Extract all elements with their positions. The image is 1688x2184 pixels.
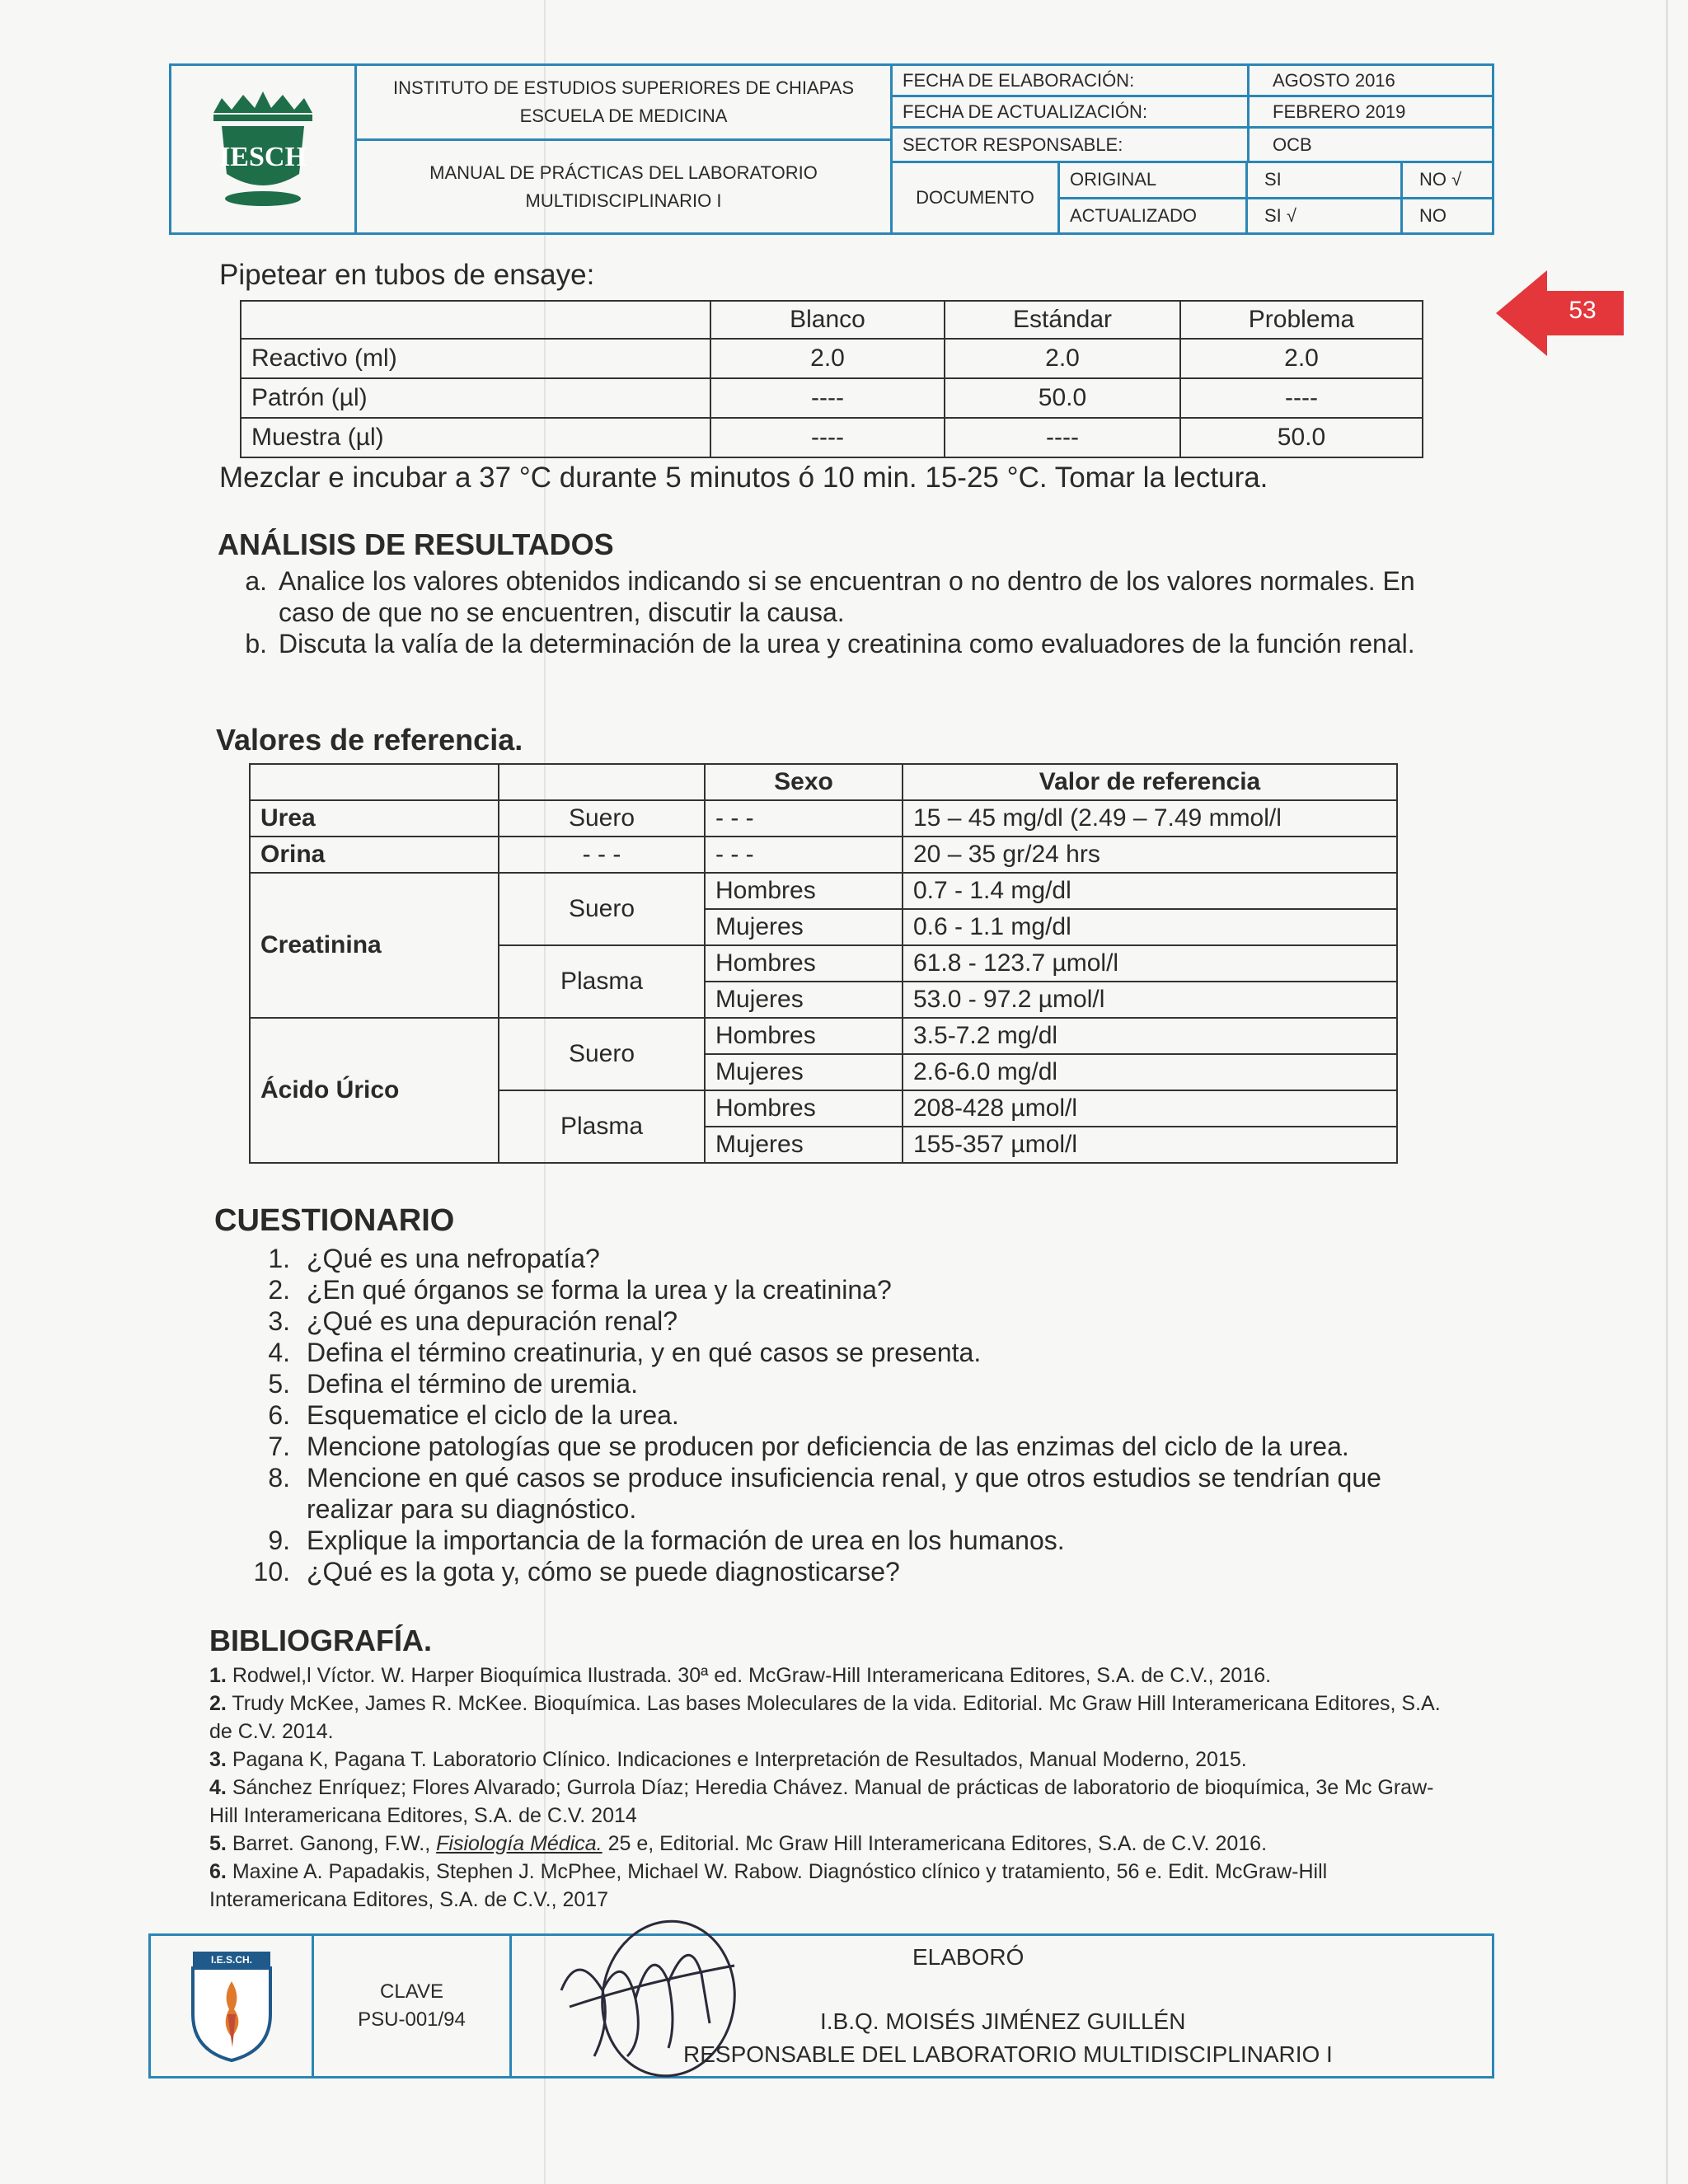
- marker: 3.: [268, 1306, 290, 1336]
- scan-edge-line: [1666, 0, 1668, 2184]
- table-row: [241, 418, 1423, 457]
- sex: - - -: [705, 800, 903, 837]
- item-text: ¿En qué órganos se forma la urea y la creatinina?: [307, 1275, 892, 1305]
- svg-text:I.E.S.CH.: I.E.S.CH.: [210, 1954, 252, 1966]
- cell: 2.0: [945, 339, 1180, 378]
- value: 61.8 - 123.7 µmol/l: [903, 945, 1397, 982]
- reference-item: [209, 1690, 1446, 1746]
- sex: Hombres: [705, 873, 903, 909]
- row-label: Patrón (µl): [241, 378, 710, 418]
- list-item: [226, 1243, 1446, 1274]
- list-item: [226, 1399, 1446, 1431]
- sex: Hombres: [705, 1018, 903, 1054]
- item-text: Analice los valores obtenidos indicando si se encuentran o no dentro de los valores normales. En caso de que no se encuentren, discutir la causa.: [279, 566, 1415, 627]
- responsible-role: RESPONSABLE DEL LABORATORIO MULTIDISCIPLINARIO I: [683, 2041, 1333, 2067]
- analyte: Ácido Úrico: [250, 1018, 499, 1163]
- sample: Suero: [499, 1018, 705, 1090]
- marker: 10.: [253, 1557, 290, 1586]
- ref-text: Pagana K, Pagana T. Laboratorio Clínico. Indicaciones e Interpretación de Resultados, Manual Moderno, 2015.: [232, 1748, 1247, 1771]
- ref-text: Trudy McKee, James R. McKee. Bioquímica. Las bases Moleculares de la vida. Editorial. Mc Graw Hill Interamericana Editores, S.A. de C.V. 2014.: [209, 1692, 1441, 1743]
- ref-text: Rodwel,l Víctor. W. Harper Bioquímica Ilustrada. 30ª ed. McGraw-Hill Interamericana Editores, S.A. de C.V., 2016.: [232, 1664, 1272, 1687]
- svg-text:IESCH: IESCH: [219, 142, 307, 172]
- bibliografia-title: BIBLIOGRAFÍA.: [209, 1624, 432, 1657]
- list-item: [226, 1525, 1446, 1556]
- cell: 2.0: [1180, 339, 1423, 378]
- value: 53.0 - 97.2 µmol/l: [903, 982, 1397, 1018]
- actualizado-no: NO: [1419, 204, 1447, 226]
- actualizado-si: SI √: [1248, 199, 1403, 233]
- sex: Mujeres: [705, 1127, 903, 1163]
- incubation-note: Mezclar e incubar a 37 °C durante 5 minutos ó 10 min. 15-25 °C. Tomar la lectura.: [219, 462, 1268, 494]
- sex: Hombres: [705, 1090, 903, 1127]
- footer-seal: [151, 1936, 314, 2076]
- institution-logo: [171, 66, 357, 232]
- iesch-logo-icon: [197, 83, 329, 215]
- head-sexo: Sexo: [705, 764, 903, 800]
- signature-cell: [512, 1936, 1492, 2076]
- item-text: Discuta la valía de la determinación de la urea y creatinina como evaluadores de la función renal.: [279, 629, 1415, 658]
- marker: 8.: [268, 1463, 290, 1493]
- reference-item: [209, 1774, 1446, 1830]
- marker: 6.: [268, 1400, 290, 1430]
- fecha-actualizacion-value: FEBRERO 2019: [1273, 101, 1406, 122]
- fecha-elaboracion-value: AGOSTO 2016: [1273, 69, 1395, 91]
- ref-title: Fisiología Médica.: [436, 1832, 603, 1855]
- value: 208-428 µmol/l: [903, 1090, 1397, 1127]
- analyte: Orina: [250, 837, 499, 873]
- fecha-actualizacion-label: FECHA DE ACTUALIZACIÓN:: [893, 97, 1250, 126]
- sex: Mujeres: [705, 982, 903, 1018]
- sector-value: OCB: [1273, 134, 1312, 155]
- ref-text: Maxine A. Papadakis, Stephen J. McPhee, Michael W. Rabow. Diagnóstico clínico y tratamiento, 56 e. Edit. McGraw-Hill Interamericana Editores, S.A. de C.V., 2017: [209, 1860, 1328, 1911]
- bibliography-list: [209, 1661, 1446, 1914]
- seal-icon: [186, 1948, 277, 2064]
- manual-title-line1: MANUAL DE PRÁCTICAS DEL LABORATORIO: [429, 162, 818, 183]
- list-item: [226, 1274, 1446, 1305]
- original-si: SI: [1248, 163, 1403, 197]
- cell: ----: [945, 418, 1180, 457]
- marker: 4.: [209, 1776, 227, 1799]
- list-item: [226, 1556, 1446, 1587]
- analyte: Creatinina: [250, 873, 499, 1018]
- sample: Suero: [499, 873, 705, 945]
- value: 0.6 - 1.1 mg/dl: [903, 909, 1397, 945]
- cell: ----: [710, 418, 945, 457]
- cuestionario-title: CUESTIONARIO: [214, 1203, 455, 1238]
- marker: 3.: [209, 1748, 227, 1771]
- col-estandar: Estándar: [945, 301, 1180, 339]
- row-label: Muestra (µl): [241, 418, 710, 457]
- marker: b.: [245, 629, 267, 658]
- pipetting-intro: Pipetear en tubos de ensaye:: [219, 259, 595, 291]
- ref-text: Sánchez Enríquez; Flores Alvarado; Gurrola Díaz; Heredia Chávez. Manual de prácticas de laboratorio de bioquímica, 3e Mc Graw-Hill Interamericana Editores, S.A. de C.V. 2014: [209, 1776, 1434, 1827]
- original-no: NO √: [1419, 169, 1462, 190]
- row-label: Reactivo (ml): [241, 339, 710, 378]
- item-text: Mencione en qué casos se produce insuficiencia renal, y que otros estudios se tendrían que realizar para su diagnóstico.: [307, 1463, 1381, 1524]
- item-text: ¿Qué es una depuración renal?: [307, 1306, 678, 1336]
- marker: a.: [245, 566, 267, 596]
- table-row: [241, 378, 1423, 418]
- sample: - - -: [499, 837, 705, 873]
- actualizado-label: ACTUALIZADO: [1060, 199, 1248, 233]
- marker: 5.: [209, 1832, 227, 1855]
- list-item: [226, 1337, 1446, 1368]
- table-row: [250, 873, 1397, 909]
- table-row: [250, 837, 1397, 873]
- sample: Plasma: [499, 945, 705, 1018]
- documento-label: DOCUMENTO: [893, 163, 1060, 232]
- reference-item: [209, 1746, 1446, 1774]
- marker: 2.: [209, 1692, 227, 1715]
- sector-label: SECTOR RESPONSABLE:: [893, 129, 1250, 161]
- marker: 9.: [268, 1526, 290, 1555]
- cell: 50.0: [945, 378, 1180, 418]
- sample: Plasma: [499, 1090, 705, 1163]
- item-text: Mencione patologías que se producen por deficiencia de las enzimas del ciclo de la urea.: [307, 1432, 1349, 1461]
- list-item: [226, 1305, 1446, 1337]
- col-problema: Problema: [1180, 301, 1423, 339]
- sex: Mujeres: [705, 909, 903, 945]
- item-text: Defina el término de uremia.: [307, 1369, 638, 1399]
- ref-text: 25 e, Editorial. Mc Graw Hill Interamericana Editores, S.A. de C.V. 2016.: [602, 1832, 1268, 1855]
- analyte: Urea: [250, 800, 499, 837]
- sex: Mujeres: [705, 1054, 903, 1090]
- marker: 1.: [209, 1664, 227, 1687]
- table-row: [250, 1018, 1397, 1054]
- manual-title-line2: MULTIDISCIPLINARIO I: [525, 190, 722, 211]
- marker: 4.: [268, 1338, 290, 1367]
- ref-text: Barret. Ganong, F.W.,: [232, 1832, 437, 1855]
- value: 155-357 µmol/l: [903, 1127, 1397, 1163]
- reference-item: [209, 1858, 1446, 1914]
- head-valor: Valor de referencia: [903, 764, 1397, 800]
- marker: 1.: [268, 1244, 290, 1273]
- referencia-title: Valores de referencia.: [216, 723, 523, 757]
- value: 0.7 - 1.4 mg/dl: [903, 873, 1397, 909]
- sex: Hombres: [705, 945, 903, 982]
- table-row: [241, 339, 1423, 378]
- marker: 6.: [209, 1860, 227, 1883]
- item-text: Defina el término creatinuria, y en qué casos se presenta.: [307, 1338, 982, 1367]
- original-label: ORIGINAL: [1060, 163, 1248, 197]
- clave-label: CLAVE: [380, 1980, 443, 2003]
- page-number-tab: [1496, 270, 1624, 356]
- elaboro-label: ELABORÓ: [912, 1944, 1025, 1970]
- document-header: [169, 63, 1494, 235]
- table-row: [250, 800, 1397, 837]
- reference-table: [249, 763, 1398, 1164]
- cell: 50.0: [1180, 418, 1423, 457]
- page-number: 53: [1568, 297, 1597, 324]
- value: 3.5-7.2 mg/dl: [903, 1018, 1397, 1054]
- item-text: ¿Qué es la gota y, cómo se puede diagnosticarse?: [307, 1557, 900, 1586]
- list-item: [227, 565, 1447, 628]
- sex: - - -: [705, 837, 903, 873]
- item-text: Explique la importancia de la formación de urea en los humanos.: [307, 1526, 1065, 1555]
- cell: ----: [710, 378, 945, 418]
- responsible-name: I.B.Q. MOISÉS JIMÉNEZ GUILLÉN: [820, 2008, 1186, 2034]
- analisis-title: ANÁLISIS DE RESULTADOS: [218, 527, 614, 561]
- cell: 2.0: [710, 339, 945, 378]
- institution-name: INSTITUTO DE ESTUDIOS SUPERIORES DE CHIAPAS: [392, 77, 855, 98]
- marker: 7.: [268, 1432, 290, 1461]
- list-item: [226, 1462, 1446, 1525]
- document-footer: [148, 1933, 1494, 2079]
- marker: 2.: [268, 1275, 290, 1305]
- list-item: [226, 1368, 1446, 1399]
- value: 20 – 35 gr/24 hrs: [903, 837, 1397, 873]
- item-text: ¿Qué es una nefropatía?: [307, 1244, 600, 1273]
- marker: 5.: [268, 1369, 290, 1399]
- fecha-elaboracion-label: FECHA DE ELABORACIÓN:: [893, 66, 1250, 95]
- col-blanco: Blanco: [710, 301, 945, 339]
- cell: ----: [1180, 378, 1423, 418]
- school-name: ESCUELA DE MEDICINA: [519, 105, 728, 126]
- reference-item: [209, 1661, 1446, 1690]
- list-item: [226, 1431, 1446, 1462]
- institution-info: [357, 66, 893, 232]
- value: 15 – 45 mg/dl (2.49 – 7.49 mmol/l: [903, 800, 1397, 837]
- pipetting-table: [240, 300, 1423, 458]
- sample: Suero: [499, 800, 705, 837]
- reference-item: [209, 1830, 1446, 1858]
- list-item: [227, 628, 1447, 659]
- analisis-list: [227, 565, 1447, 659]
- value: 2.6-6.0 mg/dl: [903, 1054, 1397, 1090]
- clave-value: PSU-001/94: [358, 2008, 466, 2031]
- clave-cell: [314, 1936, 512, 2076]
- document-control-info: [893, 66, 1492, 232]
- cuestionario-list: [226, 1243, 1446, 1587]
- item-text: Esquematice el ciclo de la urea.: [307, 1400, 679, 1430]
